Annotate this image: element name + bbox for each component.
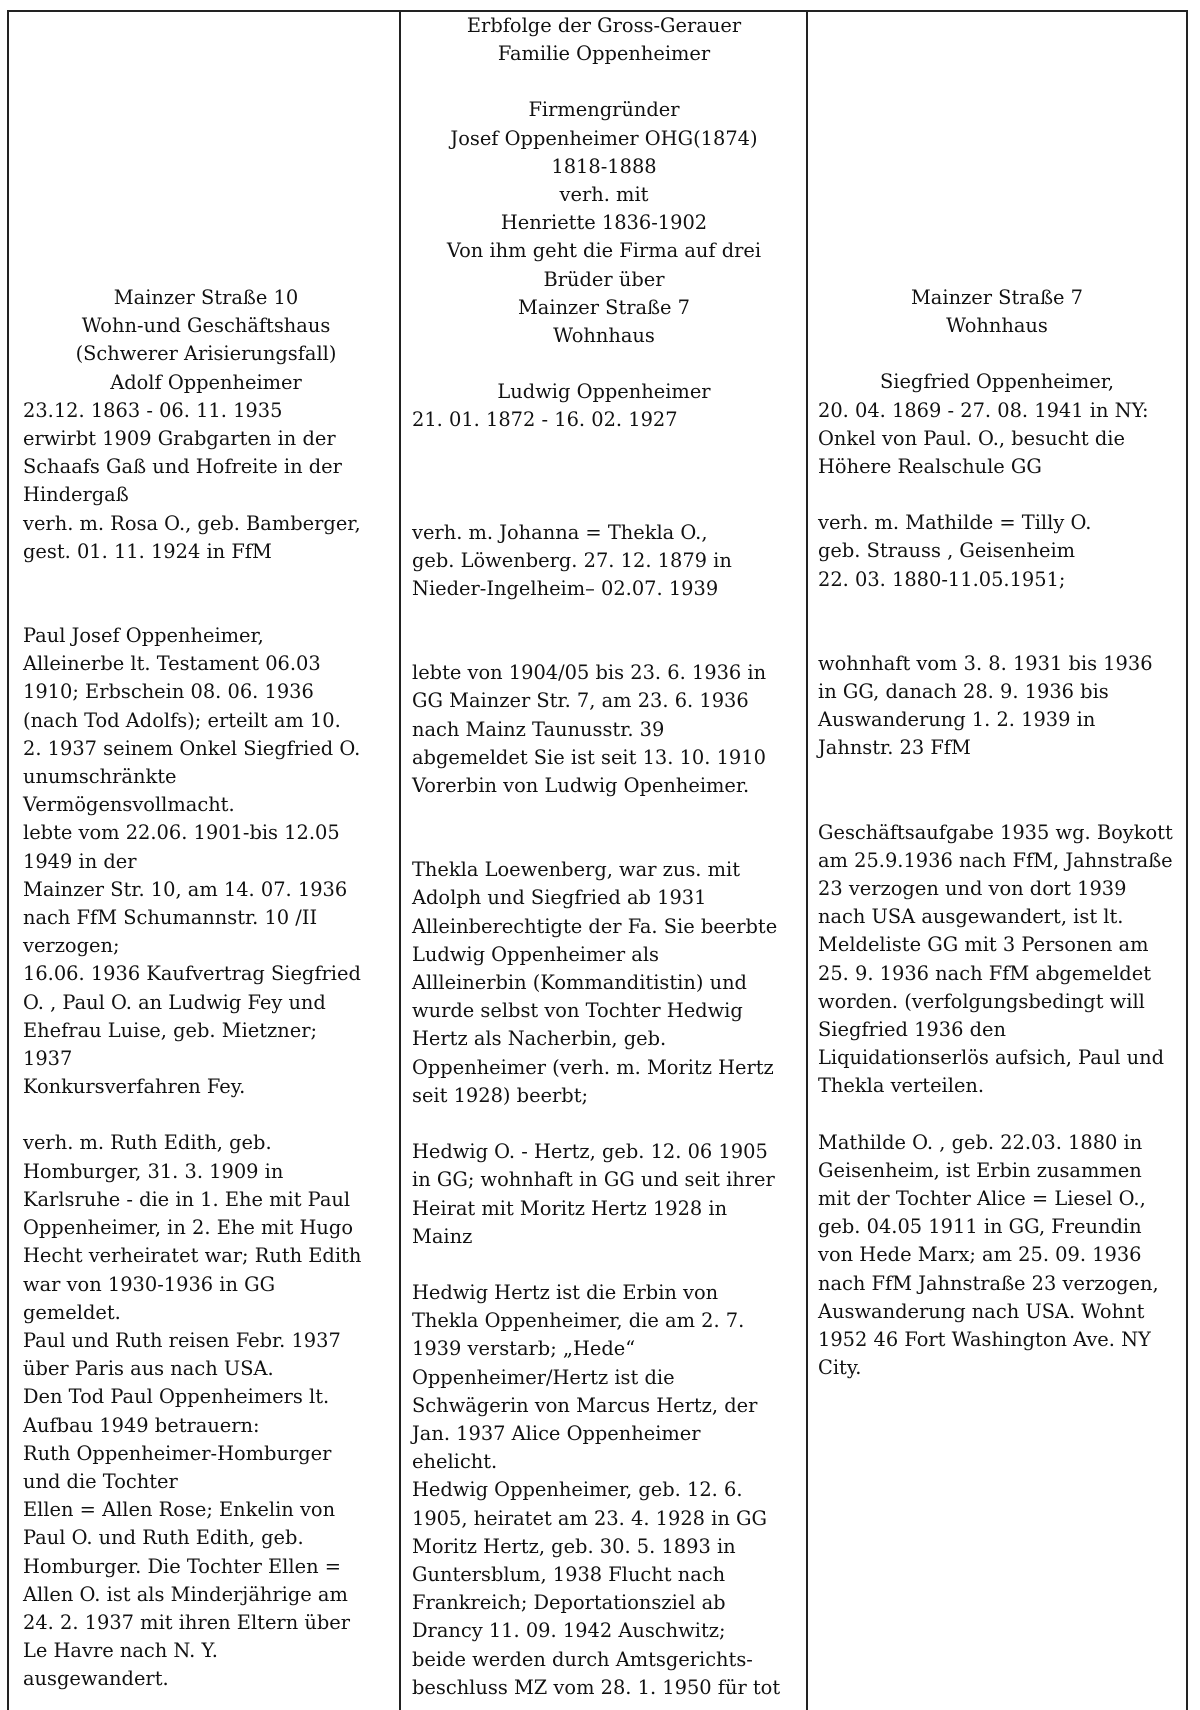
- right-person-info: 20. 04. 1869 - 27. 08. 1941 in NY: Onkel von Paul. O., besucht die Höhere Realschule GG: [818, 398, 1149, 479]
- middle-address: Mainzer Straße 7 Wohnhaus: [517, 295, 691, 348]
- right-spouse: verh. m. Mathilde = Tilly O. geb. Strauss , Geisenheim 22. 03. 1880-11.05.1951;: [818, 511, 1092, 591]
- left-spouse: verh. m. Rosa O., geb. Bamberger, gest. 01. 11. 1924 in FfM: [23, 511, 361, 563]
- left-person-dates: 23.12. 1863 - 06. 11. 1935: [23, 398, 283, 422]
- left-person-name: Adolf Oppenheimer: [110, 370, 302, 394]
- middle-hedwig-heir-entry: Hedwig Hertz ist die Erbin von Thekla Oppenheimer, die am 2. 7. 1939 verstarb; „Hede“ Oppenheimer/Hertz ist die Schwägerin von Marcus Hertz, der Jan. 1937 Alice Oppenheimer ehelicht. Hedwig Oppenheimer, geb. 12. 6. 1905, heiratet am 23. 4. 1928 in GG Moritz Hertz, geb. 30. 5. 1893 in Guntersblum, 1938 Flucht nach Frankreich; Deportationsziel ab Drancy 11. 09. 1942 Auschwitz; beide werden durch Amtsgerichts- beschluss MZ vom 28. 1. 1950 für tot: [412, 1280, 781, 1699]
- left-ruth-entry: verh. m. Ruth Edith, geb. Homburger, 31. 3. 1909 in Karlsruhe - die in 1. Ehe mit Paul Oppenheimer, in 2. Ehe mit Hugo Hecht verheiratet war; Ruth Edith war von 1930-1936 in GG gemeldet. Paul und Ruth reisen Febr. 1937 über Paris aus nach USA. Den Tod Paul Oppenheimers lt. Aufbau 1949 betrauern: Ruth Oppenheimer-Homburger und die Tochter Ellen = Allen Rose; Enkelin von Paul O. und Ruth Edith, geb. Homburger. Die Tochter Ellen = Allen O. ist als Minderjährige am 24. 2. 1937 mit ihren Eltern über Le Havre nach N. Y. ausgewandert.: [23, 1131, 362, 1691]
- middle-person-name: Ludwig Oppenheimer: [497, 380, 711, 404]
- succession-table: [7, 10, 1188, 1710]
- column-adolf: [9, 12, 399, 1710]
- document-title-line1: Erbfolge der Gross-Gerauer: [466, 14, 742, 37]
- column-ludwig: [399, 12, 806, 1710]
- right-address: Mainzer Straße 7 Wohnhaus: [910, 286, 1084, 338]
- document-title-line2: Familie Oppenheimer: [497, 42, 711, 66]
- right-mathilde-entry: Mathilde O. , geb. 22.03. 1880 in Geisenheim, ist Erbin zusammen mit der Tochter Alice = Liesel O., geb. 04.05 1911 in GG, Freundin von Hede Marx; am 25. 09. 1936 nach FfM Jahnstraße 23 verzogen, Auswanderung nach USA. Wohnt 1952 46 Fort Washington Ave. NY City.: [818, 1130, 1159, 1380]
- founder-block: Firmengründer Josef Oppenheimer OHG(1874) 1818-1888 verh. mit Henriette 1836-1902 Von ihm geht die Firma auf drei Brüder über: [446, 98, 762, 291]
- left-paul-entry: Paul Josef Oppenheimer, Alleinerbe lt. Testament 06.03 1910; Erbschein 08. 06. 1936 (nach Tod Adolfs); erteilt am 10. 2. 1937 seinem Onkel Siegfried O. unumschränkte Vermögensvollmacht. lebte vom 22.06. 1901-bis 12.05 1949 in der Mainzer Str. 10, am 14. 07. 1936 nach FfM Schumannstr. 10 /II verzogen; 16.06. 1936 Kaufvertrag Siegfried O. , Paul O. an Ludwig Fey und Ehefrau Luise, geb. Mietzner; 1937 Konkursverfahren Fey.: [23, 624, 361, 1099]
- right-person-name: Siegfried Oppenheimer,: [879, 370, 1115, 394]
- middle-thekla-entry: Thekla Loewenberg, war zus. mit Adolph und Siegfried ab 1931 Alleinberechtigte der Fa. Sie beerbte Ludwig Oppenheimer als Allleinerbin (Kommanditistin) und wurde selbst von Tochter Hedwig Hertz als Nacherbin, geb. Oppenheimer (verh. m. Moritz Hertz seit 1928) beerbt;: [412, 858, 778, 1107]
- middle-residence: lebte von 1904/05 bis 23. 6. 1936 in GG Mainzer Str. 7, am 23. 6. 1936 nach Mainz Taunusstr. 39 abgemeldet Sie ist seit 13. 10. 1910 Vorerbin von Ludwig Openheimer.: [412, 661, 767, 798]
- middle-hedwig-entry: Hedwig O. - Hertz, geb. 12. 06 1905 in GG; wohnhaft in GG und seit ihrer Heirat mit Moritz Hertz 1928 in Mainz: [412, 1140, 775, 1248]
- middle-person-dates: 21. 01. 1872 - 16. 02. 1927: [412, 408, 678, 432]
- right-residence: wohnhaft vom 3. 8. 1931 bis 1936 in GG, danach 28. 9. 1936 bis Auswanderung 1. 2. 1939 in Jahnstr. 23 FfM: [818, 651, 1153, 760]
- left-address: Mainzer Straße 10 Wohn-und Geschäftshaus (Schwerer Arisierungsfall): [75, 286, 337, 366]
- left-acquisition: erwirbt 1909 Grabgarten in der Schaafs Gaß und Hofreite in der Hindergaß: [23, 427, 342, 507]
- right-business-entry: Geschäftsaufgabe 1935 wg. Boykott am 25.9.1936 nach FfM, Jahnstraße 23 verzogen und von dort 1939 nach USA ausgewandert, ist lt. Meldeliste GG mit 3 Personen am 25. 9. 1936 nach FfM abgemeldet worden. (verfolgungsbedingt will Siegfried 1936 den Liquidationserlös aufsich, Paul und Thekla verteilen.: [818, 820, 1173, 1098]
- middle-spouse: verh. m. Johanna = Thekla O., geb. Löwenberg. 27. 12. 1879 in Nieder-Ingelheim– 02.07. 1939: [412, 520, 732, 601]
- column-siegfried: [806, 12, 1186, 1710]
